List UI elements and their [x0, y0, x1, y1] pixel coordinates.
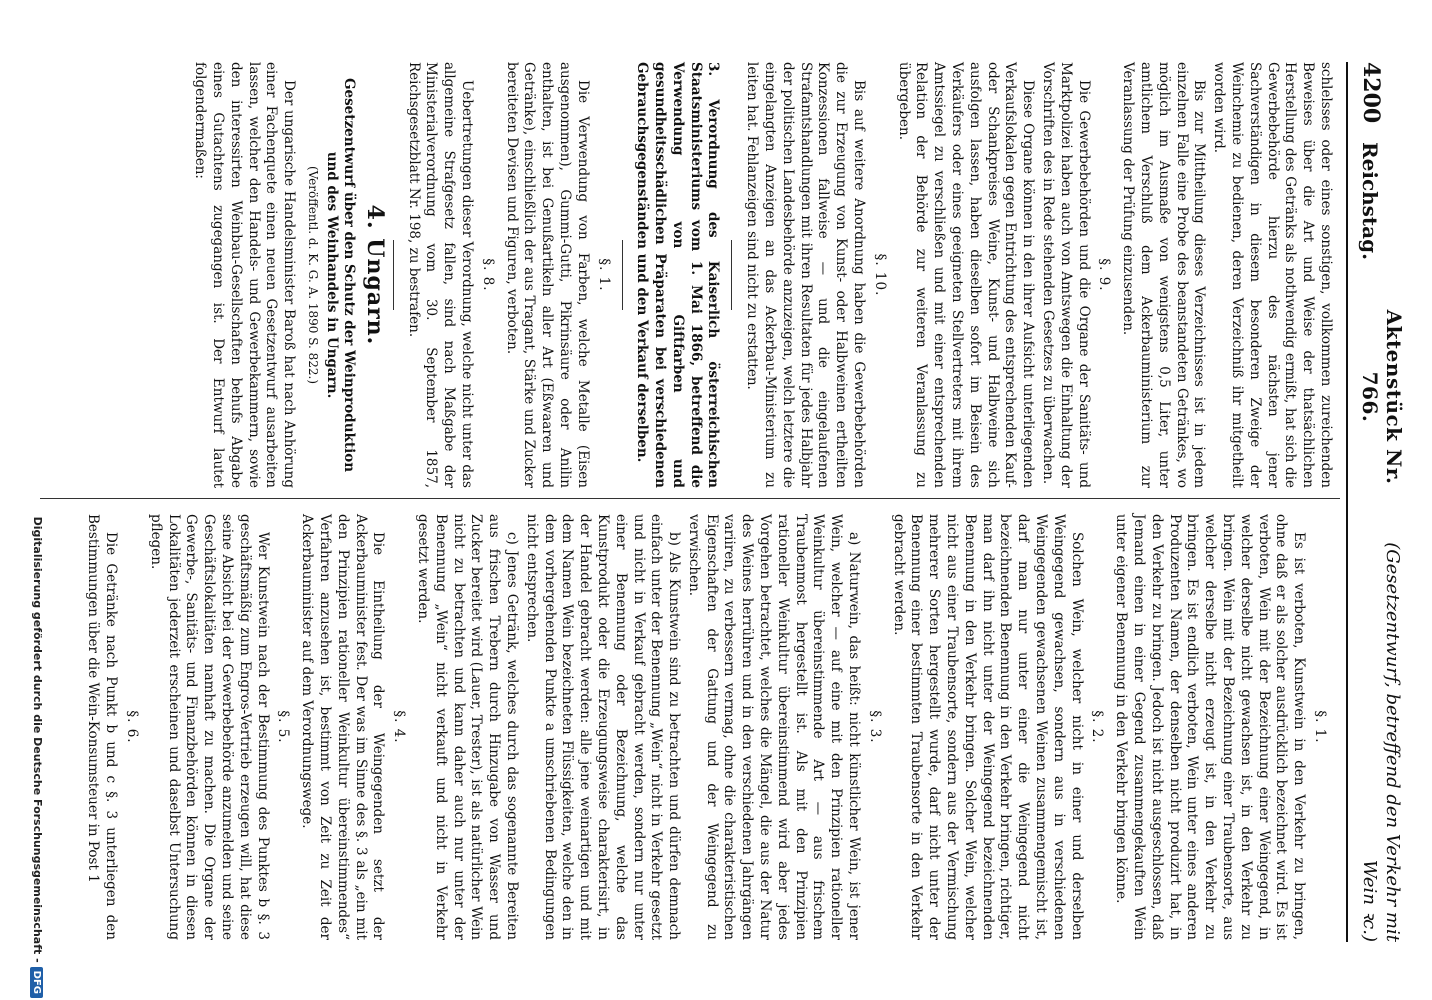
section-heading: §. 1.: [595, 258, 612, 292]
divider: [622, 240, 623, 310]
paragraph: Diese Organe können in den ihrer Aufsicht unterliegenden Verkaufslokalen gegen Entrichtung des entsprechenden Kauf- oder Schankpreises Weine, Kunst- und Halbweine sich ausfolgen lassen, haben dieselben sofort im Beisein des Verkäufers oder eines geeigneten Stellvertreters mit ihrem Amtssiegel zu verschließen und mit einer entsprechenden Relation der Behörde zur weiteren Veranlassung zu übergeben.: [895, 62, 1037, 488]
country-heading: 4. Ungarn.: [361, 204, 388, 346]
section-heading: §. 6.: [124, 710, 140, 744]
section-heading: §. 2.: [1089, 710, 1106, 744]
section-heading: §. 5.: [275, 710, 292, 744]
digitization-credit: [30, 2, 44, 998]
section-heading: §. 8.: [479, 258, 496, 292]
paragraph: Die Verwendung von Farben, welche Metalle (Eisen ausgenommen), Gummi-Gutti, Pikrinsäure oder Anilin enthalten, ist bei Genußartikeln aller Art (Eßwaaren und Getränke), einschließlich der aus Tragant, Stärke und Zucker bereiteten Devisen und Figuren, verboten.: [503, 62, 591, 488]
page-number: 4200: [1358, 62, 1384, 124]
page-header: [1358, 62, 1406, 942]
paragraph: c) Jenes Getränk, welches durch das sogenannte Bereiten aus frischen Trebern durch Hinzugabe von Wasser und Zucker bereitet wird (Lauer, Trester), ist als natürlicher Wein nicht zu betrachten und kann daher auch nur unter der Benennung „Wein“ nicht verkauft und nicht in Verkehr gesetzt werden.: [414, 514, 520, 940]
paragraph: Es ist verboten, Kunstwein in den Verkehr zu bringen, ohne daß er als solcher ausdrücklich bezeichnet wird. Es ist verboten, Wein mit der Bezeichnung einer Weingegend, in welcher derselbe nicht gewachsen ist, in den Verkehr zu bringen. Wein mit der Bezeichnung einer Traubensorte, aus welcher derselbe nicht erzeugt ist, in den Verkehr zu bringen. Es ist endlich verboten, Wein unter eines anderen Produzenten Namen, der denselben nicht produzirt hat, in den Verkehr zu bringen. Jedoch ist nicht ausgeschlossen, daß Jemand einen in einer Gegend zusammengekauften Wein unter eigener Benennung in den Verkehr bringen könne.: [1113, 514, 1308, 940]
paragraph: Bis auf weitere Anordnung haben die Gewerbebehörden die zur Erzeugung von Kunst- oder Halbweinen ertheilten Konzessionen fallweise — und die eingelaufenen Strafamtshandlungen mit ihren Resultaten für jedes Halbjahr der politischen Landesbehörde anzuzeigen, welch letztere die eingelangten Anzeigen an das Ackerbau-Ministerium zu leiten hat. Fehlanzeigen sind nicht zu erstatten.: [744, 62, 868, 488]
paragraph: Die Gewerbebehörden und die Organe der Sanitäts- und Marktpolizei haben auch von Amtswegen die Einhaltung der Vorschriften des in Rede stehenden Gesetzes zu überwachen.: [1040, 62, 1092, 488]
citation: (Veröffentl. d. K. G. A. 1890 S. 822.): [305, 165, 320, 385]
regulation-heading: 3. Verordnung des Kaiserlich österreichischen Staatsministeriums vom 1. Mai 1866, betreffend die Verwendung von Giftfarben und gesundheitsschädlichen Präparaten bei verschiedenen Gebrauchsgegenständen und den Verkauf derselben.: [634, 62, 722, 488]
section-heading: §. 9.: [1096, 258, 1113, 292]
law-draft-heading: Gesetzentwurf über den Schutz der Weinproduktion und des Weinhandels in Ungarn.: [323, 77, 357, 473]
paragraph: Der ungarische Handelsminister Baroß hat nach Anhörung einer Fachenquete einen neuen Gesetzentwurf ausarbeiten lassen, welcher den Handels- und Gewerbekammern, sowie den interessirten Weinbau-Gesellschaften behufs Abgabe eines Gutachtens zugegangen ist. Der Entwurf lautet folgendermaßen:: [192, 62, 298, 488]
publication-name: Reichstag.: [1358, 142, 1382, 261]
paragraph: Solchen Wein, welcher nicht in einer und derselben Weingegend gewachsen, sondern aus in verschiedenen Weingegenden gewachsenen Weinen zusammengemischt ist, darf man nur unter einer die Weingegend nicht bezeichnenden Benennung in den Verkehr bringen, richtiger, man darf ihn nicht unter der Weingegend bezeichnenden Benennung in den Verkehr bringen. Solcher Wein, welcher nicht aus einer Traubensorte, sondern aus der Vermischung mehrerer Sorten hergestellt wurde, darf nicht unter der Benennung einer bestimmten Traubensorte in den Verkehr gebracht werden.: [890, 514, 1085, 940]
credit-text: Digitalisierung gefördert durch die Deutsche Forschungsgemeinschaft -: [31, 516, 44, 963]
document-topic: (Gesetzentwurf, betreffend den Verkehr mit Wein ꝛc.): [1359, 542, 1403, 942]
section-heading: §. 1.: [1312, 710, 1328, 744]
divider: [393, 240, 394, 310]
dfg-logo: DFG: [30, 967, 43, 998]
section-heading: §. 10.: [871, 253, 888, 297]
paragraph: Wer Kunstwein nach der Bestimmung des Punktes b §. 3 geschäftsmäßig zum Engros-Vertrieb erzeugen will, hat diese seine Absicht bei der Gewerbebehörde anzumelden und seine Geschäftslokalitäten namhaft zu machen. Die Organe der Gewerbe-, Sanitäts- und Finanzbehörden können in diesen Lokalitäten jederzeit erscheinen und daselbst Untersuchung pflegen.: [147, 514, 271, 940]
left-column: [188, 62, 1334, 488]
paragraph: a) Naturwein, das heißt: nicht künstlicher Wein, ist jener Wein, welcher — auf eine mit den Prinzipien rationeller Weinkultur übereinstimmende Art — aus frischem Traubenmost hergestellt ist. Als mit den Prinzipien rationeller Weinkultur übereinstimmend wird aber jedes Vorgehen betrachtet, welches die Mängel, die aus der Natur des Weines herrühren und in den verschiedenen Jahrgängen variiren, zu verbessern vermag, ohne die charakteristischen Eigenschaften der Gattung und der Weingegend zu verwischen.: [685, 514, 863, 940]
paragraph: Bis zur Mittheilung dieses Verzeichnisses ist in jedem einzelnen Falle eine Probe des beanstandeten Getränkes, wo möglich im Ausmaße von wenigstens 0,5 Liter, unter amtlichem Verschluß dem Ackerbauministerium zur Veranlassung der Prüfung einzusenden.: [1120, 62, 1208, 488]
paragraph: schlelsses oder eines sonstigen, vollkommen zureichenden Beweises über die Art und Weise der thatsächlichen Herstellung des Getränks als nothwendig ermißt, hat sich die Gewerbebehörde hierzu des nächsten jener Sachverständigen in diesem besonderen Zweige der Weinchemie zu bedienen, deren Verzeichniß ihr mitgetheilt worden wird.: [1211, 62, 1334, 488]
header-rule: [1346, 62, 1348, 942]
right-column: [82, 514, 1334, 940]
paragraph: b) Als Kunstwein sind zu betrachten und dürfen demnach einfach unter der Benennung „Wein“ nicht in Verkehr gesetzt und nicht in Verkauf gebracht werden, sondern nur unter einer Benennung oder Bezeichnung, welche das Kunstprodukt oder die Erzeugungsweise charakterisirt, in der Handel gebracht werden: alle jene weinartigen und mit dem Namen Wein bezeichneten Flüssigkeiten, welche den in dem vorhergehenden Punkte a umschriebenen Bedingungen nicht entsprechen.: [523, 514, 683, 940]
paragraph: Die Eintheilung der Weingegenden setzt der Ackerbauminister fest. Der was im Sinne des §. 3 als „ein mit den Prinzipien rationeller Weinkultur übereinstimmendes“ Verfahren anzusehen ist, bestimmt von Zeit zu Zeit der Ackerbauminister auf dem Verordnungswege.: [299, 514, 387, 940]
document-number: Aktenstück Nr. 766.: [1358, 309, 1406, 485]
paragraph: Uebertretungen dieser Verordnung, welche nicht unter das allgemeine Strafgesetz fallen, sind nach Maßgabe der Ministerialverordnung vom 30. September 1857, Reichsgesetzblatt Nr. 198, zu bestrafen.: [405, 62, 475, 488]
divider: [732, 240, 733, 310]
paragraph: Die Getränke nach Punkt b und c §. 3 unterliegen den Bestimmungen über die Wein-Konsumsteuer in Post 1: [85, 514, 120, 940]
column-divider: [40, 498, 1340, 499]
section-heading: §. 4.: [391, 710, 408, 744]
section-heading: §. 3.: [866, 710, 883, 744]
